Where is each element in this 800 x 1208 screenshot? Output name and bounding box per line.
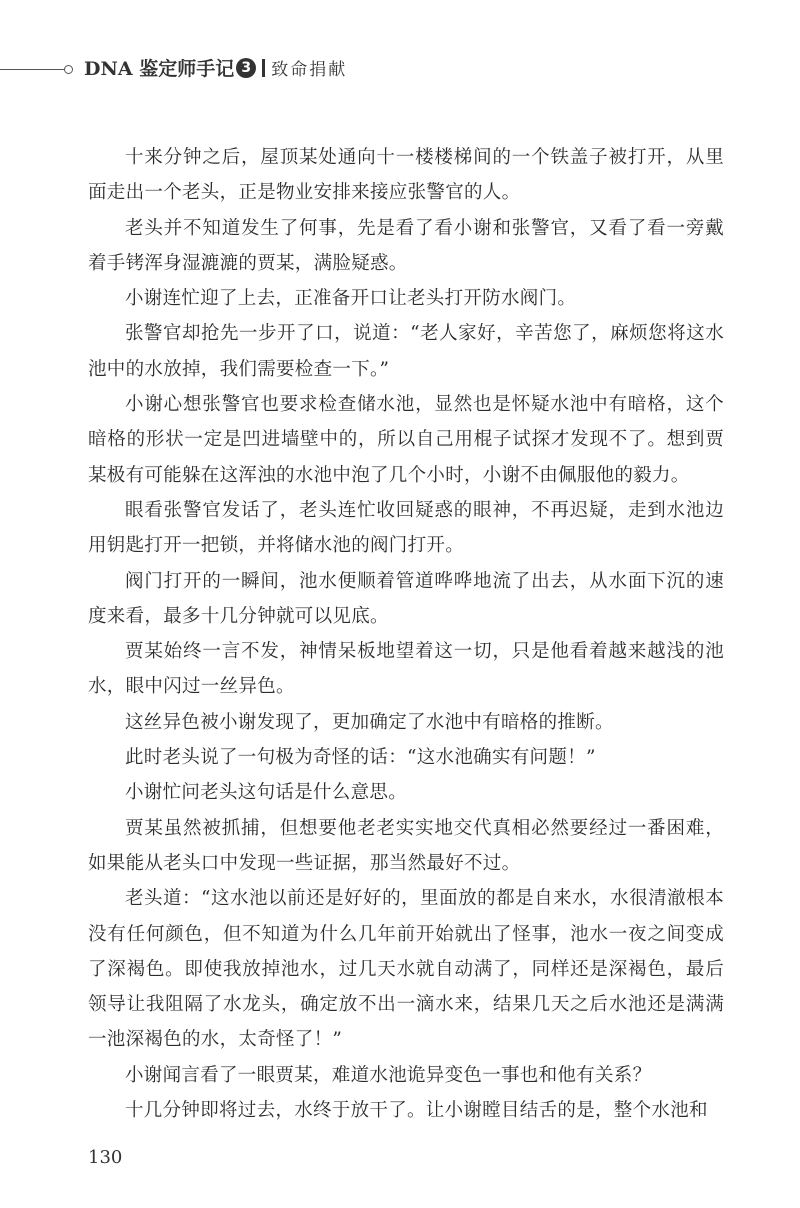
header-separator (262, 59, 265, 77)
paragraph: 小谢连忙迎了上去，正准备开口让老头打开防水阀门。 (125, 288, 577, 310)
page-number: 130 (88, 1147, 123, 1168)
paragraph: 小谢忙问老头这句话是什么意思。 (125, 782, 408, 804)
paragraph: 贾某始终一言不发，神情呆板地望着这一切，只是他看着越来越浅的池水，眼中闪过一丝异色。 (88, 641, 724, 698)
paragraph: 老头并不知道发生了何事，先是看了看小谢和张警官，又看了看一旁戴着手铐浑身湿漉漉的贾某，满脸疑惑。 (88, 217, 724, 274)
paragraph: 老头道：“这水池以前还是好好的，里面放的都是自来水，水很清澈根本没有任何颜色，但不知道为什么几年前开始就出了怪事，池水一夜之间变成了深褐色。即使我放掉池水，过几天水就自动满了，同样还是深褐色，最后领导让我阻隔了水龙头，确定放不出一滴水来，结果几天之后水池还是满满一池深褐色的水，太奇怪了！” (88, 888, 724, 1051)
paragraph: 十几分钟即将过去，水终于放干了。让小谢瞠目结舌的是，整个水池和 (125, 1100, 708, 1122)
running-header (0, 48, 800, 88)
paragraph: 这丝异色被小谢发现了，更加确定了水池中有暗格的推断。 (125, 711, 614, 733)
paragraph: 眼看张警官发话了，老头连忙收回疑惑的眼神，不再迟疑，走到水池边用钥匙打开一把锁，并将储水池的阀门打开。 (88, 499, 724, 557)
book-title: DNA 鉴定师手记 (84, 58, 235, 80)
paragraph: 张警官却抢先一步开了口，说道：“老人家好，辛苦您了，麻烦您将这水池中的水放掉，我们需要检查一下。” (88, 323, 724, 380)
book-subtitle: 致命捐献 (271, 60, 348, 80)
paragraph: 此时老头说了一句极为奇怪的话：“这水池确实有问题！” (125, 747, 596, 769)
paragraph: 阀门打开的一瞬间，池水便顺着管道哗哗地流了出去，从水面下沉的速度来看，最多十几分钟就可以见底。 (88, 570, 724, 627)
header-title (84, 54, 347, 81)
paragraph: 小谢心想张警官也要求检查储水池，显然也是怀疑水池中有暗格，这个暗格的形状一定是凹进墙壁中的，所以自己用棍子试探才发现不了。想到贾某极有可能躲在这浑浊的水池中泡了几个小时，小谢不由佩服他的毅力。 (88, 394, 724, 486)
paragraph: 贾某虽然被抓捕，但想要他老老实实地交代真相必然要经过一番困难，如果能从老头口中发现一些证据，那当然最好不过。 (88, 817, 724, 874)
volume-badge: 3 (236, 58, 256, 78)
header-rule (0, 69, 66, 70)
page-body (88, 140, 724, 1128)
paragraph: 小谢闻言看了一眼贾某，难道水池诡异变色一事也和他有关系？ (125, 1064, 652, 1086)
paragraph: 十来分钟之后，屋顶某处通向十一楼楼梯间的一个铁盖子被打开，从里面走出一个老头，正是物业安排来接应张警官的人。 (88, 147, 724, 204)
header-rule-endpoint (64, 65, 73, 74)
